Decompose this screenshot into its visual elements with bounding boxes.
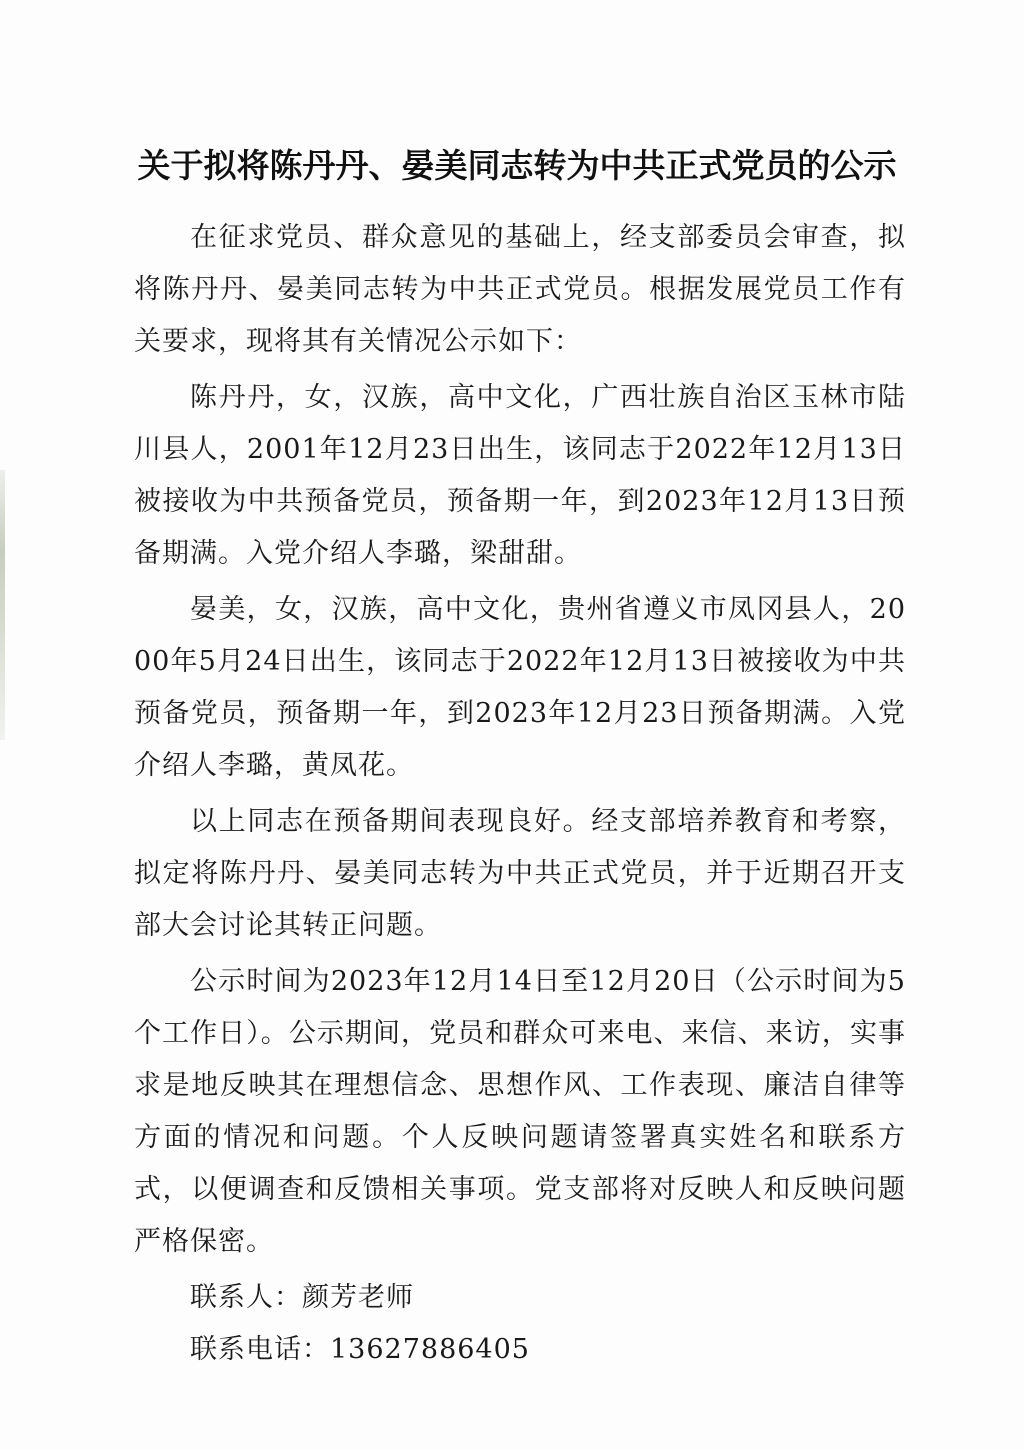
document-title: 关于拟将陈丹丹、晏美同志转为中共正式党员的公示	[137, 146, 897, 185]
document-body	[134, 212, 906, 1376]
paragraph-candidate-chen: 陈丹丹，女，汉族，高中文化，广西壮族自治区玉林市陆川县人，2001年12月23日出生，该同志于2022年12月13日被接收为中共预备党员，预备期一年，到2023年12月13日预备期满。入党介绍人李璐，梁甜甜。	[134, 382, 906, 569]
contact-phone: 联系电话：13627886405	[190, 1334, 530, 1365]
contact-person: 联系人：颜芳老师	[190, 1282, 414, 1313]
paragraph-notice-period: 公示时间为2023年12月14日至12月20日（公示时间为5个工作日）。公示期间，党员和群众可来电、来信、来访，实事求是地反映其在理想信念、思想作风、工作表现、廉洁自律等方面的情况和问题。个人反映问题请签署真实姓名和联系方式，以便调查和反馈相关事项。党支部将对反映人和反映问题严格保密。	[134, 966, 906, 1257]
scan-edge-shadow	[0, 470, 5, 740]
paragraph-candidate-yan: 晏美，女，汉族，高中文化，贵州省遵义市凤冈县人，2000年5月24日出生，该同志于2022年12月13日被接收为中共预备党员，预备期一年，到2023年12月23日预备期满。入党介绍人李璐，黄凤花。	[134, 594, 906, 781]
paragraph-intro: 在征求党员、群众意见的基础上，经支部委员会审查，拟将陈丹丹、晏美同志转为中共正式党员。根据发展党员工作有关要求，现将其有关情况公示如下：	[134, 222, 906, 357]
paragraph-assessment: 以上同志在预备期间表现良好。经支部培养教育和考察，拟定将陈丹丹、晏美同志转为中共正式党员，并于近期召开支部大会讨论其转正问题。	[134, 806, 906, 941]
